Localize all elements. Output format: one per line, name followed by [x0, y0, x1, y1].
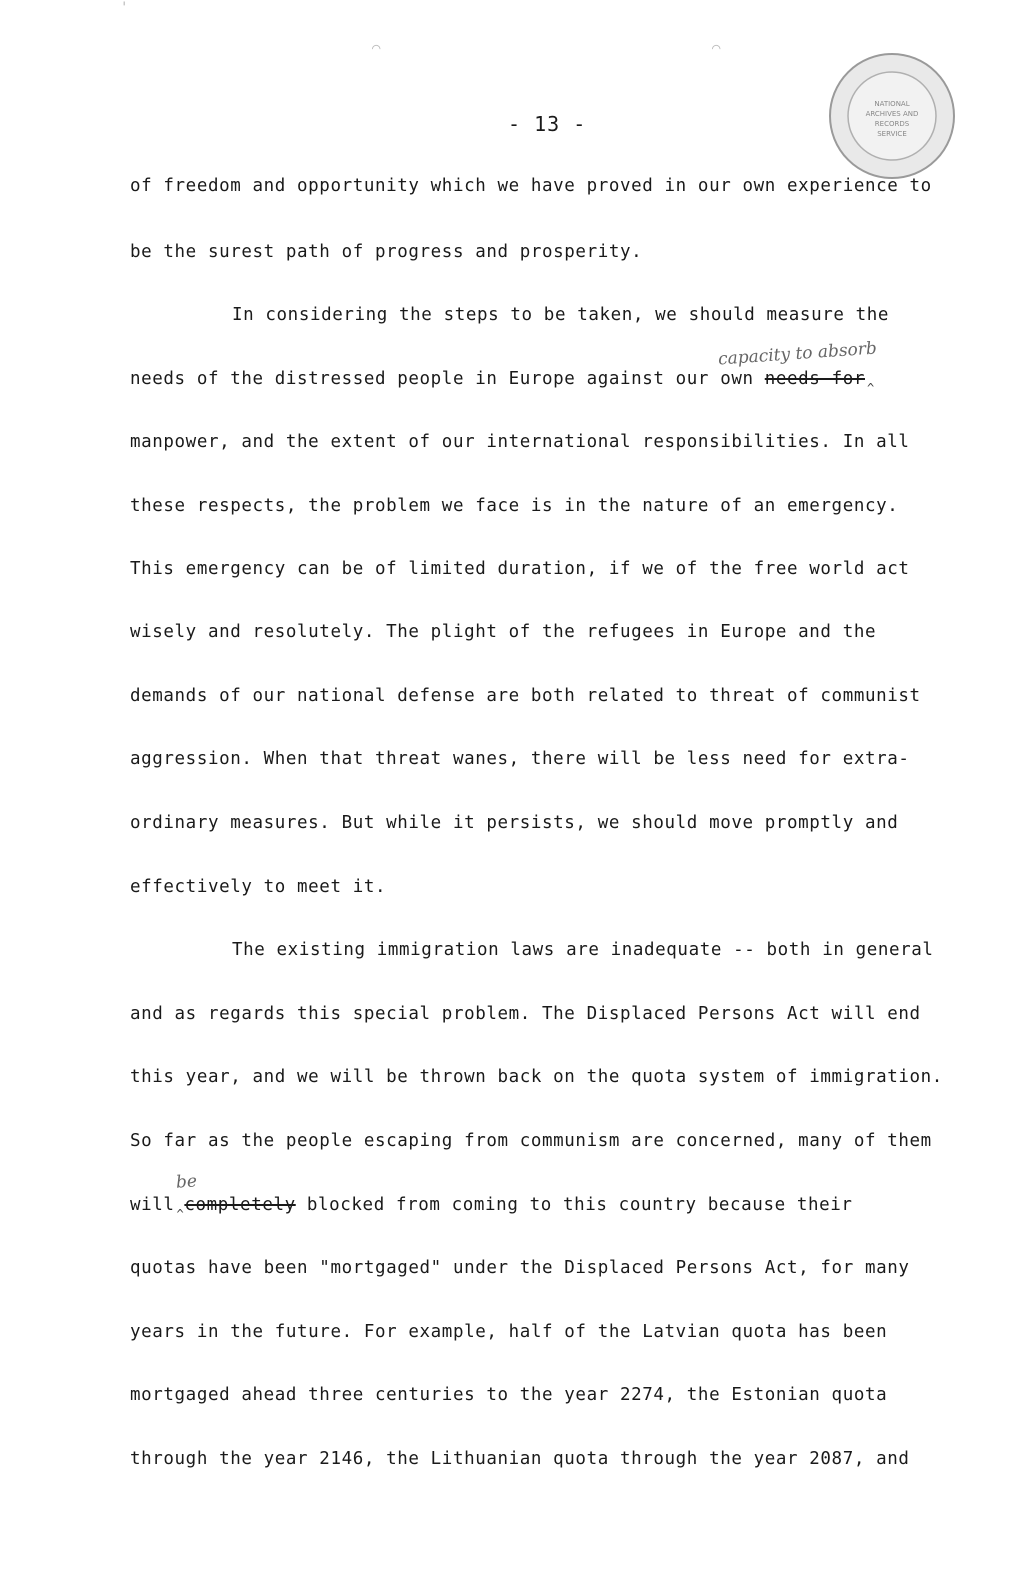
text-line: demands of our national defense are both related to threat of communist: [130, 686, 921, 706]
text-line: this year, and we will be thrown back on the quota system of immigration.: [130, 1067, 943, 1087]
text-segment: needs of the distressed people in Europe against our own: [130, 369, 754, 389]
caret-mark: ^: [866, 381, 875, 395]
text-line: through the year 2146, the Lithuanian quota through the year 2087, and: [130, 1449, 910, 1469]
handwritten-insertion: be: [175, 1171, 198, 1193]
paragraph-start: The existing immigration laws are inadequate -- both in general: [232, 940, 934, 960]
text-line: mortgaged ahead three centuries to the year 2274, the Estonian quota: [130, 1385, 888, 1405]
text-line: effectively to meet it.: [130, 877, 387, 897]
scan-speck: ⌒: [372, 40, 381, 56]
text-segment: blocked from coming to this country because their: [306, 1195, 853, 1215]
text-line: This emergency can be of limited duration, if we of the free world act: [130, 559, 910, 579]
struck-text: needs for: [764, 369, 865, 389]
scan-speck: ': [120, 0, 129, 16]
text-line: wisely and resolutely. The plight of the refugees in Europe and the: [130, 622, 877, 642]
text-line: manpower, and the extent of our international responsibilities. In all: [130, 432, 910, 452]
svg-text:SERVICE: SERVICE: [877, 130, 907, 138]
text-line: quotas have been "mortgaged" under the Displaced Persons Act, for many: [130, 1258, 910, 1278]
paragraph-start: In considering the steps to be taken, we should measure the: [232, 305, 890, 325]
scan-speck: ⌒: [712, 40, 721, 56]
text-line: years in the future. For example, half of the Latvian quota has been: [130, 1322, 888, 1342]
text-line-with-edit: [130, 369, 875, 395]
text-line: these respects, the problem we face is in the nature of an emergency.: [130, 496, 899, 516]
text-line-with-edit: [130, 1195, 853, 1221]
struck-text: completely: [184, 1195, 296, 1215]
caret-mark: ^: [176, 1207, 185, 1221]
text-line: aggression. When that threat wanes, there will be less need for extra-: [130, 749, 910, 769]
text-line: be the surest path of progress and prosperity.: [130, 242, 643, 262]
text-line: of freedom and opportunity which we have proved in our own experience to: [130, 176, 932, 196]
text-segment: will: [130, 1195, 175, 1215]
handwritten-insertion: capacity to absorb: [717, 338, 878, 370]
text-line: ordinary measures. But while it persists, we should move promptly and: [130, 813, 899, 833]
svg-text:RECORDS: RECORDS: [874, 120, 910, 128]
archive-stamp: [826, 50, 958, 182]
svg-text:NATIONAL: NATIONAL: [874, 100, 910, 108]
svg-text:ARCHIVES AND: ARCHIVES AND: [865, 110, 919, 118]
page-number: - 13 -: [508, 112, 587, 136]
text-line: So far as the people escaping from communism are concerned, many of them: [130, 1131, 932, 1151]
text-line: and as regards this special problem. The Displaced Persons Act will end: [130, 1004, 921, 1024]
